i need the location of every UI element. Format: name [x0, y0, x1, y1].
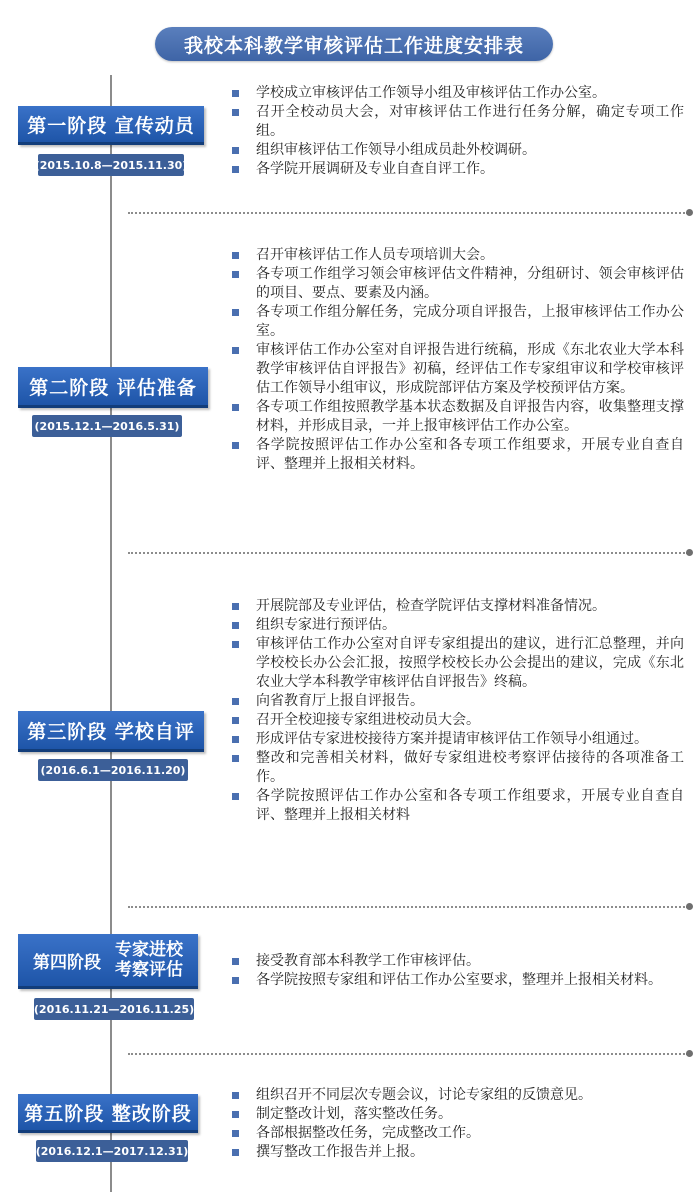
stage-5-title: 第五阶段 整改阶段: [18, 1094, 198, 1133]
list-item: 各部根据整改任务，完成整改工作。: [232, 1124, 684, 1143]
stage-divider: [128, 212, 688, 214]
stage-4-dates: (2016.11.21—2016.11.25): [34, 998, 194, 1020]
stage-1-dates: (2015.10.8—2015.11.30): [38, 154, 184, 176]
stage-2-dates: (2015.12.1—2016.5.31): [32, 415, 182, 437]
list-item: 召开全校迎接专家组进校动员大会。: [232, 711, 684, 730]
list-item: 各专项工作组按照教学基本状态数据及自评报告内容，收集整理支撑材料，并形成目录，一并上报审核评估工作办公室。: [232, 398, 684, 436]
stage-3-title: 第三阶段 学校自评: [18, 711, 204, 752]
list-item: 学校成立审核评估工作领导小组及审核评估工作办公室。: [232, 84, 684, 103]
divider-dot: [686, 209, 693, 216]
stage-3-dates: (2016.6.1—2016.11.20): [38, 759, 188, 781]
stage-5-dates: (2016.12.1—2017.12.31): [36, 1140, 188, 1162]
page-title: 我校本科教学审核评估工作进度安排表: [155, 27, 553, 61]
stage-2-list: [232, 246, 684, 474]
stage-4-title-right-2: 考察评估: [115, 960, 183, 980]
divider-dot: [686, 1050, 693, 1057]
list-item: 各学院按照评估工作办公室和各专项工作组要求，开展专业自查自评、整理并上报相关材料。: [232, 436, 684, 474]
stage-divider: [128, 552, 688, 554]
list-item: 接受教育部本科教学工作审核评估。: [232, 952, 684, 971]
stage-4-title-left: 第四阶段: [33, 952, 101, 973]
list-item: 审核评估工作办公室对自评专家组提出的建议，进行汇总整理，并向学校校长办公会汇报，按照学校校长办公会提出的建议，完成《东北农业大学本科教学审核评估自评报告》终稿。: [232, 635, 684, 692]
list-item: 各学院按照评估工作办公室和各专项工作组要求，开展专业自查自评、整理并上报相关材料: [232, 787, 684, 825]
stage-1-title: 第一阶段 宣传动员: [18, 106, 204, 145]
list-item: 各学院按照专家组和评估工作办公室要求，整理并上报相关材料。: [232, 971, 684, 990]
timeline-line: [110, 75, 112, 1192]
list-item: 各专项工作组分解任务，完成分项自评报告，上报审核评估工作办公室。: [232, 303, 684, 341]
list-item: 撰写整改工作报告并上报。: [232, 1143, 684, 1162]
stage-3-list: [232, 597, 684, 825]
stage-4-list: [232, 952, 684, 990]
list-item: 整改和完善相关材料，做好专家组进校考察评估接待的各项准备工作。: [232, 749, 684, 787]
list-item: 各学院开展调研及专业自查自评工作。: [232, 160, 684, 179]
list-item: 各专项工作组学习领会审核评估文件精神，分组研讨、领会审核评估的项目、要点、要素及内涵。: [232, 265, 684, 303]
stage-divider: [128, 906, 688, 908]
list-item: 开展院部及专业评估，检查学院评估支撑材料准备情况。: [232, 597, 684, 616]
stage-divider: [128, 1053, 688, 1055]
list-item: 向省教育厅上报自评报告。: [232, 692, 684, 711]
stage-1-list: [232, 84, 684, 179]
list-item: 召开审核评估工作人员专项培训大会。: [232, 246, 684, 265]
list-item: 制定整改计划，落实整改任务。: [232, 1105, 684, 1124]
stage-4-title: [18, 934, 198, 989]
list-item: 组织召开不同层次专题会议，讨论专家组的反馈意见。: [232, 1086, 684, 1105]
list-item: 形成评估专家进校接待方案并提请审核评估工作领导小组通过。: [232, 730, 684, 749]
stage-2-title: 第二阶段 评估准备: [18, 367, 208, 408]
list-item: 召开全校动员大会，对审核评估工作进行任务分解，确定专项工作组。: [232, 103, 684, 141]
stage-4-title-right-1: 专家进校: [115, 940, 183, 960]
list-item: 组织审核评估工作领导小组成员赴外校调研。: [232, 141, 684, 160]
divider-dot: [686, 549, 693, 556]
list-item: 组织专家进行预评估。: [232, 616, 684, 635]
stage-5-list: [232, 1086, 684, 1162]
list-item: 审核评估工作办公室对自评报告进行统稿，形成《东北农业大学本科教学审核评估自评报告》初稿，经评估工作专家组审议和学校审核评估工作领导小组审议，形成院部评估方案及学校预评估方案。: [232, 341, 684, 398]
divider-dot: [686, 903, 693, 910]
